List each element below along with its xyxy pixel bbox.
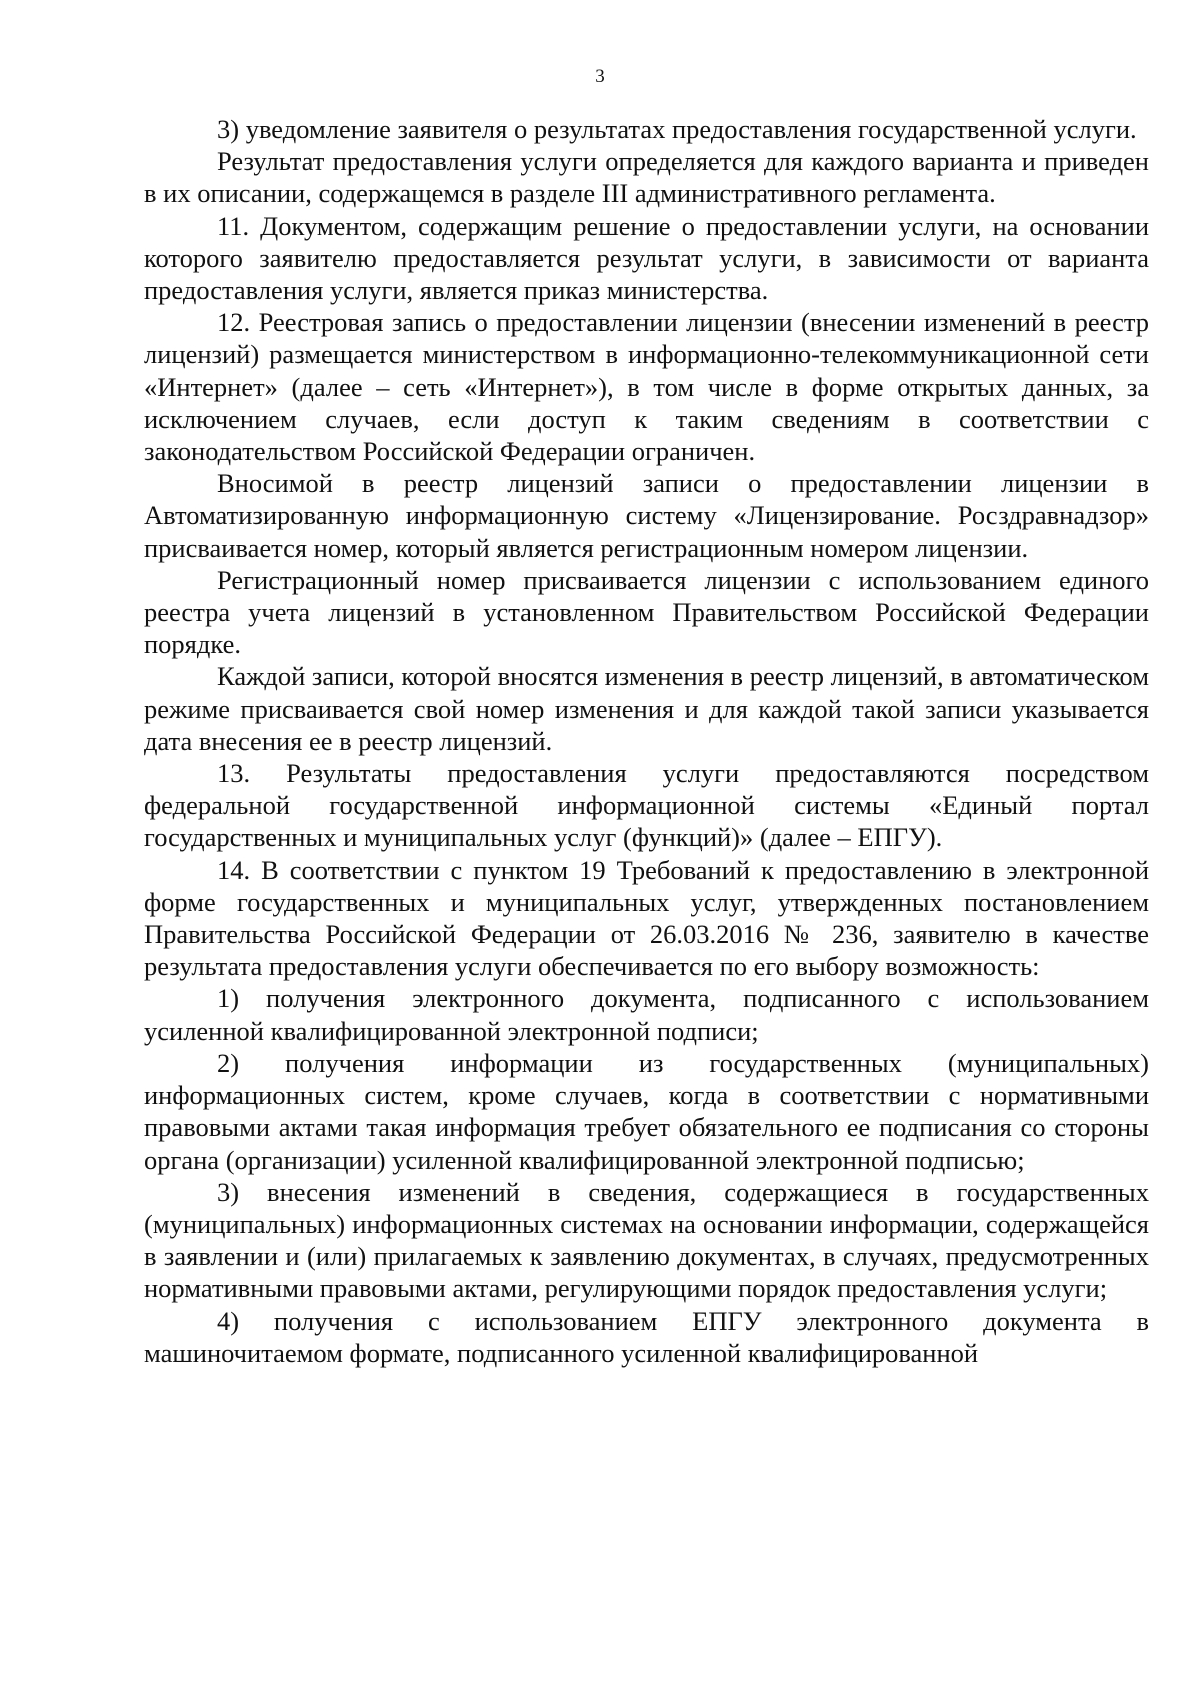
- paragraph-14-item-2: 2) получения информации из государственных (муниципальных) информационных систем, кроме случаев, когда в соответствии с нормативными правовыми актами такая информация требует обязательного ее подписания со стороны органа (организации) усиленной квалифицированной электронной подписью;: [144, 1047, 1149, 1175]
- paragraph-change-record: Каждой записи, которой вносятся изменения в реестр лицензий, в автоматическом режиме присваивается свой номер изменения и для каждой такой записи указывается дата внесения ее в реестр лицензий.: [144, 661, 1149, 756]
- paragraph-13: 13. Результаты предоставления услуги предоставляются посредством федеральной государственной информационной системы «Единый портал государственных и муниципальных услуг (функций)» (далее – ЕПГУ).: [144, 758, 1149, 853]
- paragraph-service-result: Результат предоставления услуги определяется для каждого варианта и приведен в их описании, содержащемся в разделе III административного регламента.: [144, 146, 1149, 209]
- paragraph-item-3-notification: 3) уведомление заявителя о результатах предоставления государственной услуги.: [217, 114, 1137, 144]
- paragraph-14-item-1: 1) получения электронного документа, подписанного с использованием усиленной квалифицированной электронной подписи;: [144, 983, 1149, 1046]
- paragraph-14: 14. В соответствии с пунктом 19 Требований к предоставлению в электронной форме государственных и муниципальных услуг, утвержденных постановлением Правительства Российской Федерации от 26.03.2016 № 236, заявителю в качестве результата предоставления услуги обеспечивается по его выбору возможность:: [144, 854, 1149, 982]
- paragraph-12: 12. Реестровая запись о предоставлении лицензии (внесении изменений в реестр лицензий) размещается министерством в информационно-телекоммуникационной сети «Интернет» (далее – сеть «Интернет»), в том числе в форме открытых данных, за исключением случаев, если доступ к таким сведениям в соответствии с законодательством Российской Федерации ограничен.: [144, 307, 1149, 467]
- paragraph-registration-number: Регистрационный номер присваивается лицензии с использованием единого реестра учета лицензий в установленном Правительством Российской Федерации порядке.: [144, 564, 1149, 660]
- paragraph-11: 11. Документом, содержащим решение о предоставлении услуги, на основании которого заявителю предоставляется результат услуги, в зависимости от варианта предоставления услуги, является приказ министерства.: [144, 210, 1149, 306]
- paragraph-14-item-4: 4) получения с использованием ЕПГУ электронного документа в машиночитаемом формате, подписанного усиленной квалифицированной: [144, 1305, 1149, 1368]
- document-body: [144, 113, 1149, 1369]
- paragraph-14-item-3: 3) внесения изменений в сведения, содержащиеся в государственных (муниципальных) информационных системах на основании информации, содержащейся в заявлении и (или) прилагаемых к заявлению документах, в случаях, предусмотренных нормативными правовыми актами, регулирующими порядок предоставления услуги;: [144, 1176, 1149, 1304]
- paragraph-registry-entry-number: Вносимой в реестр лицензий записи о предоставлении лицензии в Автоматизированную информационную систему «Лицензирование. Росздравнадзор» присваивается номер, который является регистрационным номером лицензии.: [144, 468, 1149, 563]
- page-number: 3: [595, 66, 605, 87]
